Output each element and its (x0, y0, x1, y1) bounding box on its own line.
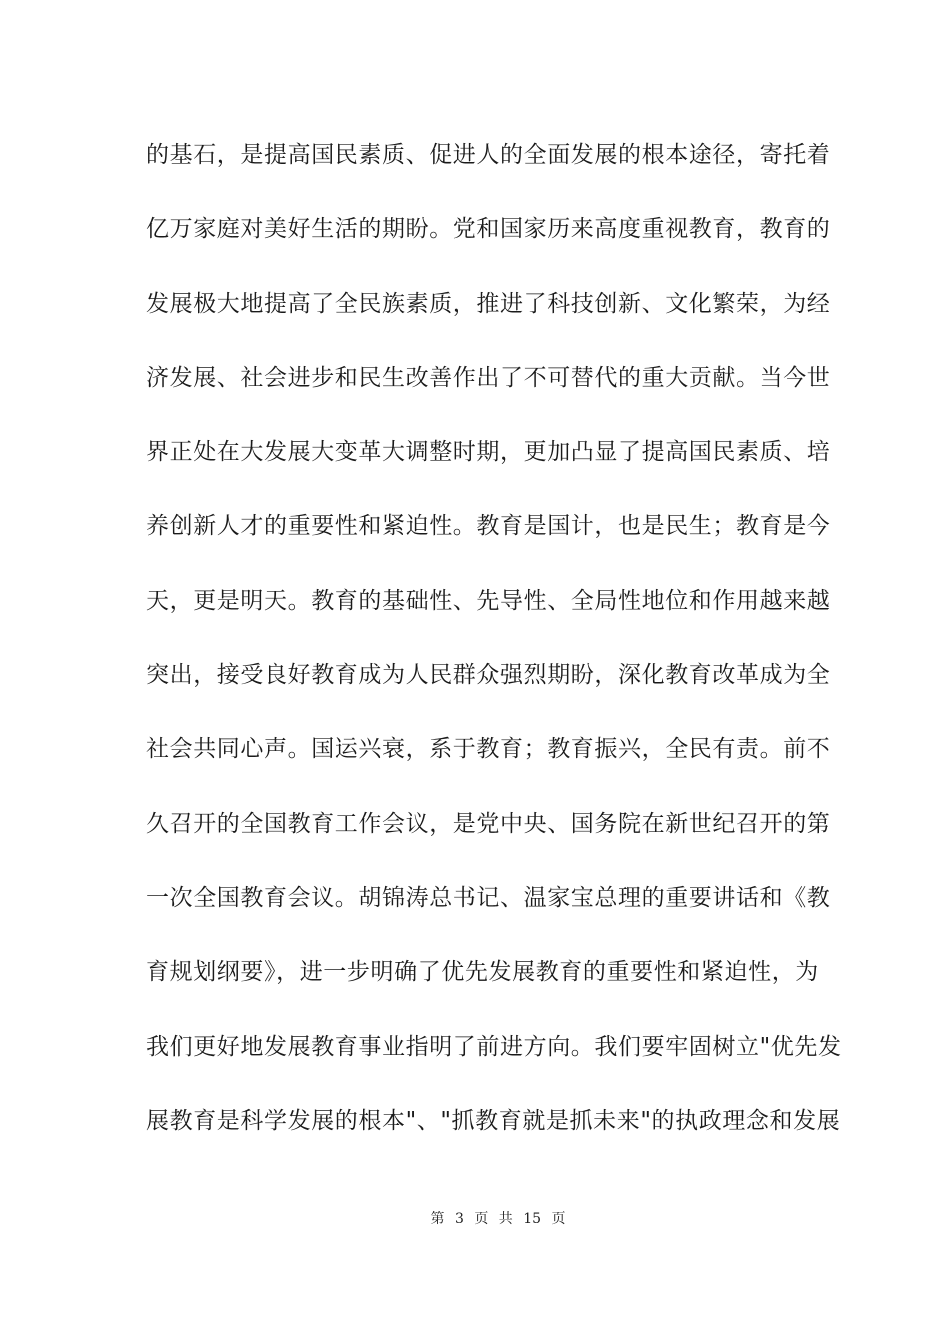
text-line: 济发展、社会进步和民生改善作出了不可替代的重大贡献。当今世 (146, 364, 831, 391)
footer-total-word: 共 (498, 1211, 513, 1227)
text-line: 界正处在大发展大变革大调整时期，更加凸显了提高国民素质、培 (146, 439, 831, 466)
footer-suffix: 页 (551, 1211, 566, 1227)
text-line: 社会共同心声。国运兴衰，系于教育；教育振兴，全民有责。前不 (146, 736, 831, 763)
text-line: 亿万家庭对美好生活的期盼。党和国家历来高度重视教育，教育的 (146, 216, 831, 243)
footer-page-word: 页 (474, 1211, 489, 1227)
text-line: 育规划纲要》，进一步明确了优先发展教育的重要性和紧迫性，为 (146, 959, 819, 986)
text-line: 展教育是科学发展的根本"、"抓教育就是抓未来"的执政理念和发展 (146, 1107, 841, 1134)
text-line: 一次全国教育会议。胡锦涛总书记、温家宝总理的重要讲话和《教 (146, 884, 831, 911)
footer-total-pages: 15 (523, 1211, 542, 1227)
text-line: 我们更好地发展教育事业指明了前进方向。我们要牢固树立"优先发 (146, 1033, 842, 1060)
text-line: 突出，接受良好教育成为人民群众强烈期盼，深化教育改革成为全 (146, 662, 831, 689)
text-line: 天，更是明天。教育的基础性、先导性、全局性地位和作用越来越 (146, 587, 831, 614)
text-line: 发展极大地提高了全民族素质，推进了科技创新、文化繁荣，为经 (146, 290, 831, 317)
footer-current-page: 3 (454, 1211, 464, 1227)
footer-prefix: 第 (430, 1211, 445, 1227)
text-line: 久召开的全国教育工作会议，是党中央、国务院在新世纪召开的第 (146, 810, 831, 837)
page-footer (0, 1208, 950, 1228)
text-line: 的基石，是提高国民素质、促进人的全面发展的根本途径，寄托着 (146, 142, 831, 168)
text-line: 养创新人才的重要性和紧迫性。教育是国计，也是民生；教育是今 (146, 513, 831, 540)
document-body (146, 134, 842, 1174)
